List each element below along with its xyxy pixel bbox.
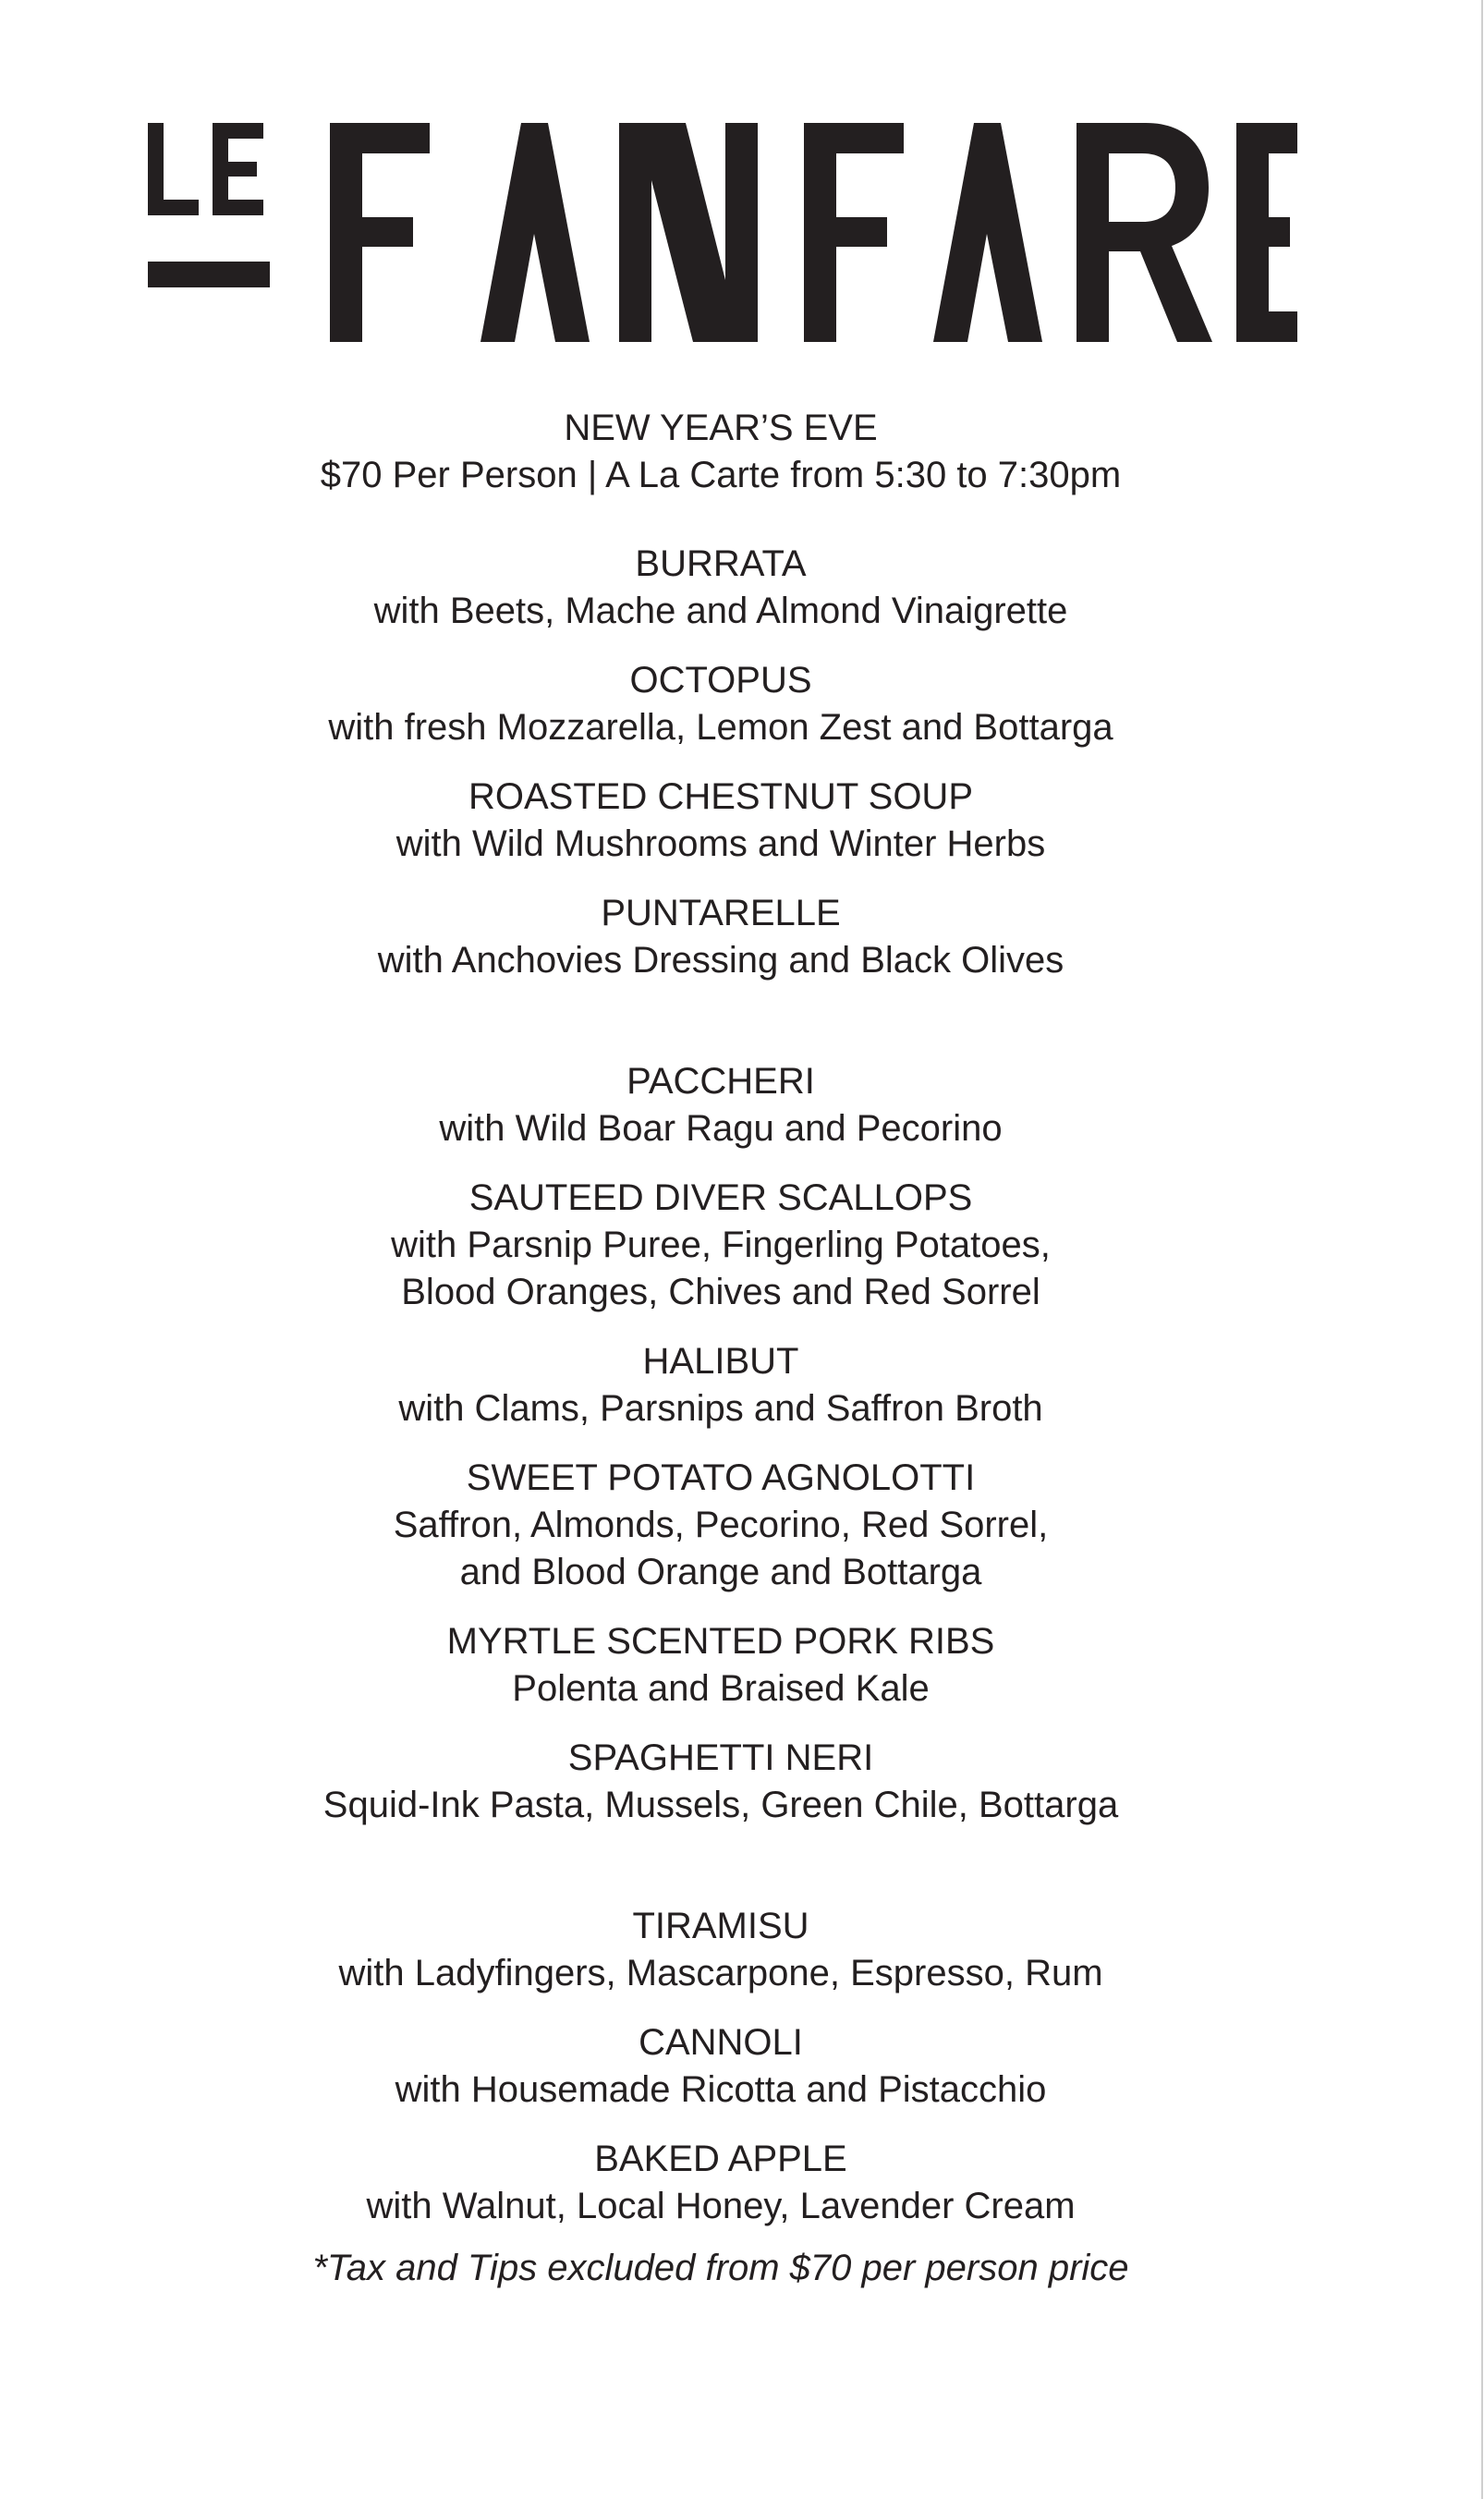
- dish-name: MYRTLE SCENTED PORK RIBS: [446, 1621, 995, 1662]
- dish-name: PUNTARELLE: [601, 893, 841, 933]
- page-edge-rule: [1481, 0, 1483, 2499]
- menu-section-starters: [0, 541, 1441, 984]
- menu-item: [0, 2136, 1441, 2230]
- menu: [0, 405, 1441, 2292]
- dish-description: with fresh Mozzarella, Lemon Zest and Bottarga: [328, 707, 1113, 748]
- menu-item: [0, 657, 1441, 751]
- logo-fanfare-wordmark: [330, 123, 1297, 342]
- menu-section-desserts: [0, 1903, 1441, 2230]
- menu-item: [0, 1338, 1441, 1432]
- logo: [148, 123, 1297, 342]
- menu-item: [0, 774, 1441, 868]
- dish-name: SPAGHETTI NERI: [567, 1737, 874, 1778]
- menu-item: [0, 1058, 1441, 1152]
- dish-name: SAUTEED DIVER SCALLOPS: [468, 1177, 973, 1218]
- dish-name: TIRAMISU: [632, 1906, 809, 1946]
- dish-name: SWEET POTATO AGNOLOTTI: [466, 1457, 976, 1498]
- logo-le-mark: [148, 123, 270, 287]
- dish-description: Squid-Ink Pasta, Mussels, Green Chile, Bottarga: [322, 1785, 1119, 1825]
- dish-name: ROASTED CHESTNUT SOUP: [468, 776, 973, 817]
- dish-description: with Walnut, Local Honey, Lavender Cream: [366, 2186, 1076, 2226]
- menu-item: [0, 1903, 1441, 1997]
- menu-item: [0, 1618, 1441, 1713]
- dish-description: and Blood Orange and Bottarga: [459, 1552, 982, 1592]
- dish-description: with Clams, Parsnips and Saffron Broth: [398, 1388, 1043, 1429]
- dish-name: HALIBUT: [642, 1341, 799, 1382]
- dish-name: CANNOLI: [639, 2022, 803, 2063]
- dish-name: OCTOPUS: [629, 660, 812, 701]
- dish-description: with Housemade Ricotta and Pistacchio: [395, 2069, 1047, 2110]
- dish-description: with Wild Mushrooms and Winter Herbs: [395, 823, 1046, 864]
- event-title: NEW YEAR’S EVE: [564, 408, 878, 448]
- dish-description: with Beets, Mache and Almond Vinaigrette: [373, 591, 1068, 631]
- price-footnote: *Tax and Tips excluded from $70 per person price: [312, 2248, 1129, 2288]
- menu-item: [0, 1175, 1441, 1316]
- dish-description: Saffron, Almonds, Pecorino, Red Sorrel,: [393, 1505, 1049, 1545]
- menu-item: [0, 890, 1441, 984]
- menu-section-mains: [0, 1058, 1441, 1829]
- dish-description: with Parsnip Puree, Fingerling Potatoes,: [391, 1225, 1051, 1265]
- dish-name: PACCHERI: [626, 1061, 815, 1102]
- menu-header: [0, 405, 1441, 499]
- dish-name: BAKED APPLE: [594, 2139, 847, 2179]
- dish-description: Polenta and Braised Kale: [512, 1668, 930, 1709]
- menu-item: [0, 1735, 1441, 1829]
- price-line: $70 Per Person | A La Carte from 5:30 to 7:30pm: [320, 455, 1122, 495]
- menu-item: [0, 2019, 1441, 2114]
- dish-description: with Ladyfingers, Mascarpone, Espresso, Rum: [338, 1953, 1103, 1993]
- dish-description: with Wild Boar Ragu and Pecorino: [439, 1108, 1003, 1149]
- menu-item: [0, 1455, 1441, 1596]
- dish-description: with Anchovies Dressing and Black Olives: [377, 940, 1064, 981]
- dish-description: Blood Oranges, Chives and Red Sorrel: [401, 1272, 1040, 1312]
- menu-item: [0, 541, 1441, 635]
- dish-name: BURRATA: [635, 543, 807, 584]
